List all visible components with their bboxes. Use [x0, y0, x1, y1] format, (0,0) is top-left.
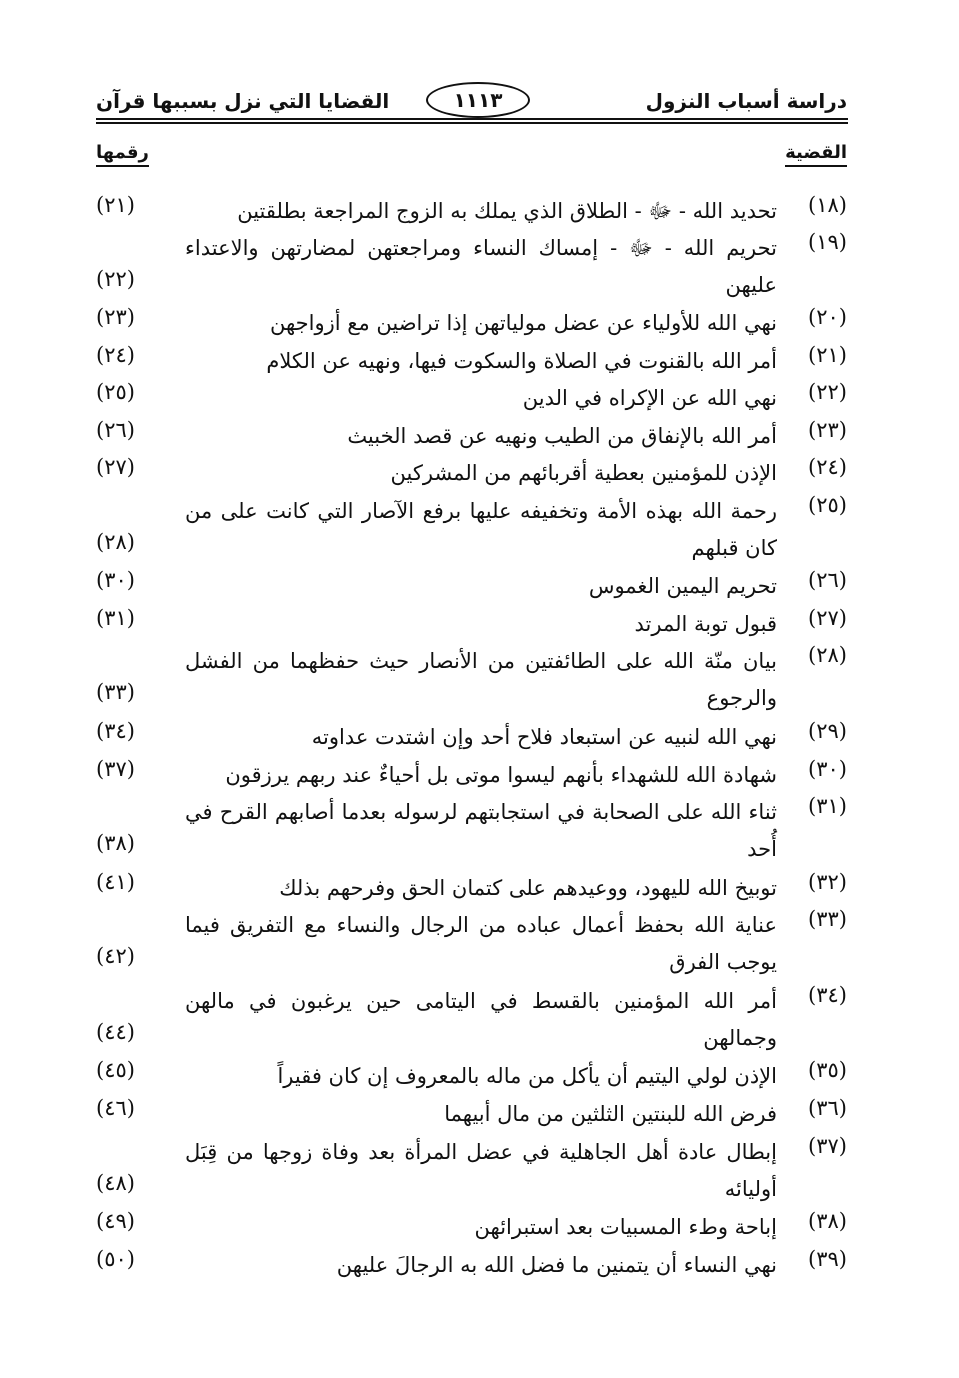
item-text: الإذن لولي اليتيم أن يأكل من ماله بالمعروف إن كان فقيراً [277, 1064, 777, 1088]
item-reference: (٤١) [96, 870, 135, 894]
item-index: (٢٢) [808, 380, 847, 404]
item-index: (٣٢) [808, 870, 847, 894]
page-number: ١١١٣ [426, 82, 530, 118]
column-label-issue: القضية [785, 142, 847, 167]
item-index: (٢١) [808, 343, 847, 367]
item-index: (٣٤) [808, 983, 847, 1007]
item-reference: (٣١) [96, 606, 135, 630]
item-text: الإذن للمؤمنين بعطية أقربائهم من المشركين [390, 461, 777, 485]
item-text: نهي الله عن الإكراه في الدين [522, 386, 777, 410]
item-text: نهي الله للأولياء عن عضل مولياتهن إذا تراضين مع أزواجهن [270, 311, 777, 335]
item-index: (٢٩) [808, 719, 847, 743]
running-header-book-title: دراسة أسباب النزول [645, 89, 847, 113]
item-text: أمر الله بالقنوت في الصلاة والسكوت فيها، ونهيه عن الكلام [266, 349, 777, 373]
item-text: أمر الله المؤمنين بالقسط في اليتامى حين يرغبون في مالهن وجمالهن [185, 989, 777, 1050]
item-reference: (٢٧) [96, 455, 135, 479]
item-reference: (٥٠) [96, 1247, 135, 1271]
item-index: (١٩) [808, 230, 847, 254]
item-text: تحريم الله - ﷻ - إمساك النساء ومراجعتهن لمضارتهن والاعتداء عليهن [185, 236, 777, 297]
item-text: نهي النساء أن يتمنين ما فضل الله به الرجالَ عليهن [336, 1253, 777, 1277]
item-text: إبطال عادة أهل الجاهلية في عضل المرأة بعد وفاة زوجها من قِبَل أوليائه [185, 1140, 777, 1201]
item-text: فرض الله للبنتين الثلثين من مال أبيهما [444, 1102, 777, 1126]
item-index: (٣٩) [808, 1247, 847, 1271]
item-index: (٢٨) [808, 643, 847, 667]
item-index: (١٨) [808, 193, 847, 217]
item-text: عناية الله بحفظ أعمال عباده من الرجال والنساء مع التفريق فيما يوجب الفرق [185, 913, 777, 974]
item-reference: (٤٤) [96, 1020, 135, 1044]
item-text: ثناء الله على الصحابة في استجابتهم لرسوله بعدما أصابهم القرح في أُحد [185, 800, 777, 861]
item-index: (٣٣) [808, 907, 847, 931]
item-reference: (٣٤) [96, 719, 135, 743]
item-index: (٣٦) [808, 1096, 847, 1120]
item-text: أمر الله بالإنفاق من الطيب ونهيه عن قصد الخبيث [347, 424, 777, 448]
item-text: تحديد الله - ﷻ - الطلاق الذي يملك به الزوج المراجعة بطلقتين [237, 199, 777, 223]
item-reference: (٢٦) [96, 418, 135, 442]
column-label-number: رقمها [96, 142, 149, 167]
item-index: (٣٥) [808, 1058, 847, 1082]
item-text: رحمة الله بهذه الأمة وتخفيفه عليها برفع الآصار التي كانت على من كان قبلهم [185, 499, 777, 560]
running-header-chapter-title: القضايا التي نزل بسببها قرآن [96, 89, 390, 113]
item-reference: (٢٢) [96, 267, 135, 291]
item-index: (٣٨) [808, 1209, 847, 1233]
item-reference: (٣٧) [96, 757, 135, 781]
item-reference: (٢١) [96, 193, 135, 217]
item-text: قبول توبة المرتد [634, 612, 777, 636]
item-reference: (٣٣) [96, 680, 135, 704]
item-text: تحريم اليمين الغموس [588, 574, 777, 598]
item-text: شهادة الله للشهداء بأنهم ليسوا موتى بل أحياءٌ عند ربهم يرزقون [225, 763, 777, 787]
item-reference: (٢٥) [96, 380, 135, 404]
item-text: نهي الله لنبيه عن استبعاد فلاح أحد وإن اشتدت عداوته [311, 725, 777, 749]
item-reference: (٣٠) [96, 568, 135, 592]
item-reference: (٤٢) [96, 944, 135, 968]
header-rule-bottom [96, 122, 848, 124]
item-index: (٢٥) [808, 493, 847, 517]
item-reference: (٢٣) [96, 305, 135, 329]
item-text: توبيخ الله لليهود، ووعيدهم على كتمان الحق وفرحهم بذلك [279, 876, 777, 900]
item-reference: (٤٦) [96, 1096, 135, 1120]
item-text: بيان منّة الله على الطائفتين من الأنصار حيث حفظهما من الفشل والرجوع [185, 649, 777, 710]
item-reference: (٤٥) [96, 1058, 135, 1082]
item-reference: (٤٩) [96, 1209, 135, 1233]
header-rule-top [96, 118, 848, 120]
item-text: إباحة وطء المسبيات بعد استبرائهن [474, 1215, 777, 1239]
item-reference: (٢٨) [96, 530, 135, 554]
item-index: (٢٤) [808, 455, 847, 479]
item-reference: (٤٨) [96, 1171, 135, 1195]
item-index: (٢٦) [808, 568, 847, 592]
item-index: (٢٧) [808, 606, 847, 630]
item-index: (٣٧) [808, 1134, 847, 1158]
item-index: (٣١) [808, 794, 847, 818]
item-index: (٢٠) [808, 305, 847, 329]
item-index: (٣٠) [808, 757, 847, 781]
item-index: (٢٣) [808, 418, 847, 442]
item-reference: (٣٨) [96, 831, 135, 855]
item-reference: (٢٤) [96, 343, 135, 367]
